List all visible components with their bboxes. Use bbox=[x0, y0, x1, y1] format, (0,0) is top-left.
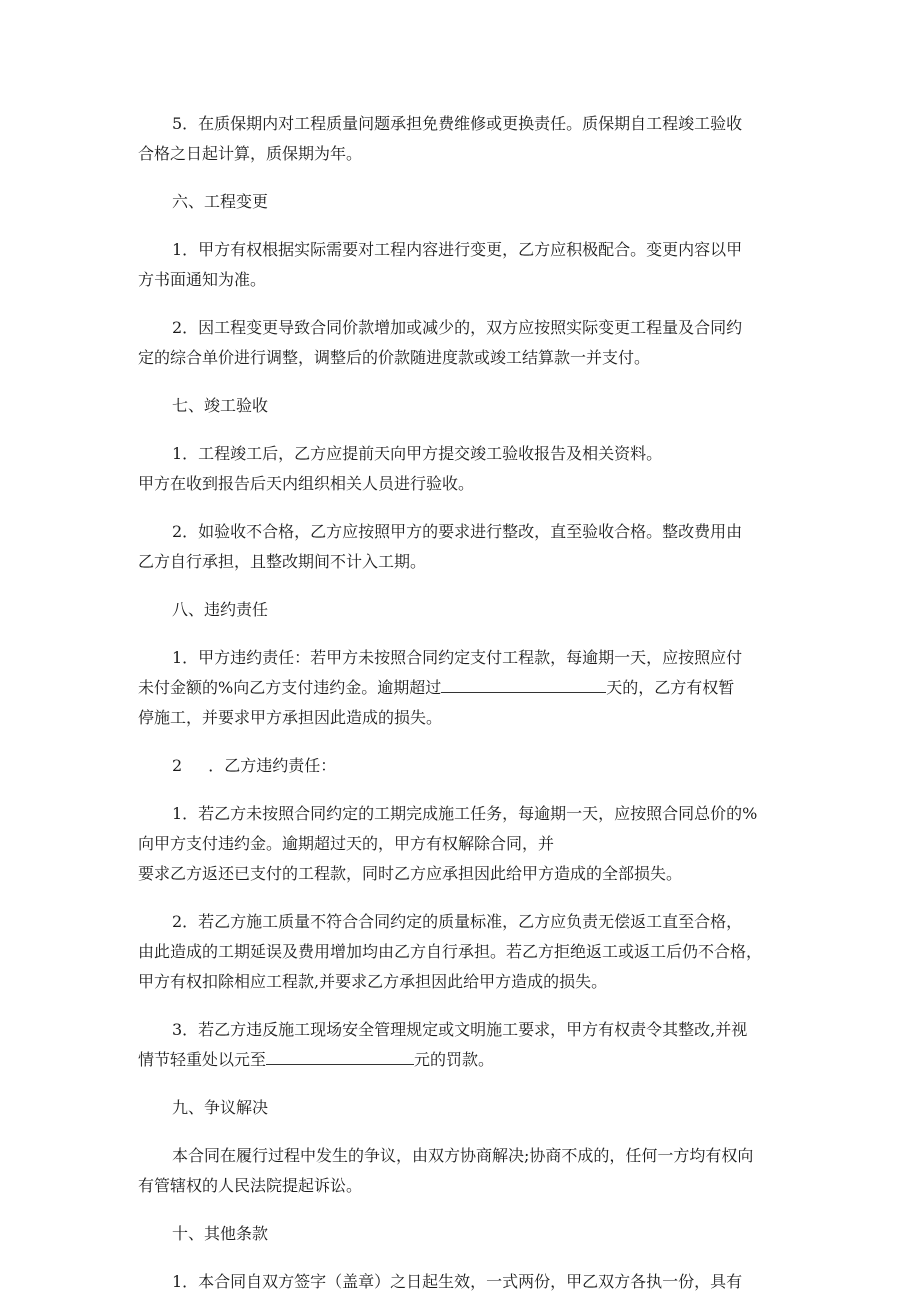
contract-page bbox=[138, 109, 788, 1315]
paragraph-party-b-breach-3 bbox=[138, 1015, 788, 1075]
text-fragment: 情节轻重处以元至 bbox=[138, 1050, 267, 1069]
text-line: 2．因工程变更导致合同价款增加或减少的，双方应按照实际变更工程量及合同约 bbox=[172, 318, 743, 337]
text-line bbox=[138, 673, 788, 703]
heading-text: 九、争议解决 bbox=[172, 1098, 269, 1117]
text-line: 5．在质保期内对工程质量问题承担免费维修或更换责任。质保期自工程竣工验收 bbox=[172, 114, 743, 133]
section-heading-9 bbox=[138, 1093, 788, 1123]
paragraph-party-b-breach-2 bbox=[138, 907, 788, 997]
text-fragment: ．乙方违约责任： bbox=[208, 756, 337, 775]
section-heading-6 bbox=[138, 187, 788, 217]
heading-text: 七、竣工验收 bbox=[172, 396, 269, 415]
text-line: 1．本合同自双方签字（盖章）之日起生效，一式两份，甲乙双方各执一份，具有 bbox=[172, 1272, 743, 1291]
heading-text: 十、其他条款 bbox=[172, 1224, 269, 1243]
text-line: 甲方有权扣除相应工程款,并要求乙方承担因此给甲方造成的损失。 bbox=[138, 972, 608, 991]
section-heading-7 bbox=[138, 391, 788, 421]
text-line: 甲方在收到报告后天内组织相关人员进行验收。 bbox=[138, 474, 475, 493]
paragraph-party-b-breach-heading bbox=[138, 751, 788, 781]
paragraph-dispute bbox=[138, 1141, 788, 1201]
heading-text: 八、违约责任 bbox=[172, 600, 269, 619]
text-line: 合格之日起计算，质保期为年。 bbox=[138, 144, 363, 163]
text-line: 定的综合单价进行调整，调整后的价款随进度款或竣工结算款一并支付。 bbox=[138, 348, 651, 367]
paragraph-party-a-breach bbox=[138, 643, 788, 733]
heading-text: 六、工程变更 bbox=[172, 192, 269, 211]
paragraph-warranty bbox=[138, 109, 788, 169]
text-line: 要求乙方返还已支付的工程款，同时乙方应承担因此给甲方造成的全部损失。 bbox=[138, 864, 683, 883]
paragraph-acceptance-2 bbox=[138, 517, 788, 577]
text-line bbox=[138, 1045, 788, 1075]
text-line: 1．甲方有权根据实际需要对工程内容进行变更，乙方应积极配合。变更内容以甲 bbox=[172, 240, 743, 259]
text-line: 本合同在履行过程中发生的争议，由双方协商解决;协商不成的，任何一方均有权向 bbox=[172, 1146, 754, 1165]
text-line: 1．甲方违约责任：若甲方未按照合同约定支付工程款，每逾期一天，应按照应付 bbox=[172, 648, 743, 667]
paragraph-party-b-breach-1 bbox=[138, 799, 788, 889]
paragraph-change-1 bbox=[138, 235, 788, 295]
text-line: 3．若乙方违反施工现场安全管理规定或文明施工要求，甲方有权责令其整改,并视 bbox=[172, 1020, 748, 1039]
section-heading-10 bbox=[138, 1219, 788, 1249]
text-fragment: 天的，乙方有权暂 bbox=[606, 678, 735, 697]
text-line: 方书面通知为准。 bbox=[138, 270, 267, 289]
fill-in-blank bbox=[441, 674, 606, 693]
fill-in-blank bbox=[266, 1046, 414, 1065]
text-line: 乙方自行承担，且整改期间不计入工期。 bbox=[138, 552, 427, 571]
text-fragment: 元的罚款。 bbox=[414, 1050, 495, 1069]
text-line: 有管辖权的人民法院提起诉讼。 bbox=[138, 1176, 363, 1195]
paragraph-other-1 bbox=[138, 1267, 788, 1297]
text-line: 向甲方支付违约金。逾期超过天的，甲方有权解除合同，并 bbox=[138, 834, 555, 853]
text-line: 1．若乙方未按照合同约定的工期完成施工任务，每逾期一天，应按照合同总价的% bbox=[172, 804, 758, 823]
text-line: 2．如验收不合格，乙方应按照甲方的要求进行整改，直至验收合格。整改费用由 bbox=[172, 522, 743, 541]
text-line: 停施工，并要求甲方承担因此造成的损失。 bbox=[138, 708, 443, 727]
section-heading-8 bbox=[138, 595, 788, 625]
paragraph-acceptance-1 bbox=[138, 439, 788, 499]
text-line: 1．工程竣工后，乙方应提前天向甲方提交竣工验收报告及相关资料。 bbox=[172, 444, 663, 463]
paragraph-change-2 bbox=[138, 313, 788, 373]
text-line: 由此造成的工期延误及费用增加均由乙方自行承担。若乙方拒绝返工或返工后仍不合格， bbox=[138, 942, 763, 961]
item-number: 2 bbox=[172, 756, 183, 775]
text-fragment: 未付金额的%向乙方支付违约金。逾期超过 bbox=[138, 678, 442, 697]
text-line: 2．若乙方施工质量不符合合同约定的质量标准，乙方应负责无偿返工直至合格， bbox=[172, 912, 743, 931]
text-line bbox=[138, 751, 788, 781]
